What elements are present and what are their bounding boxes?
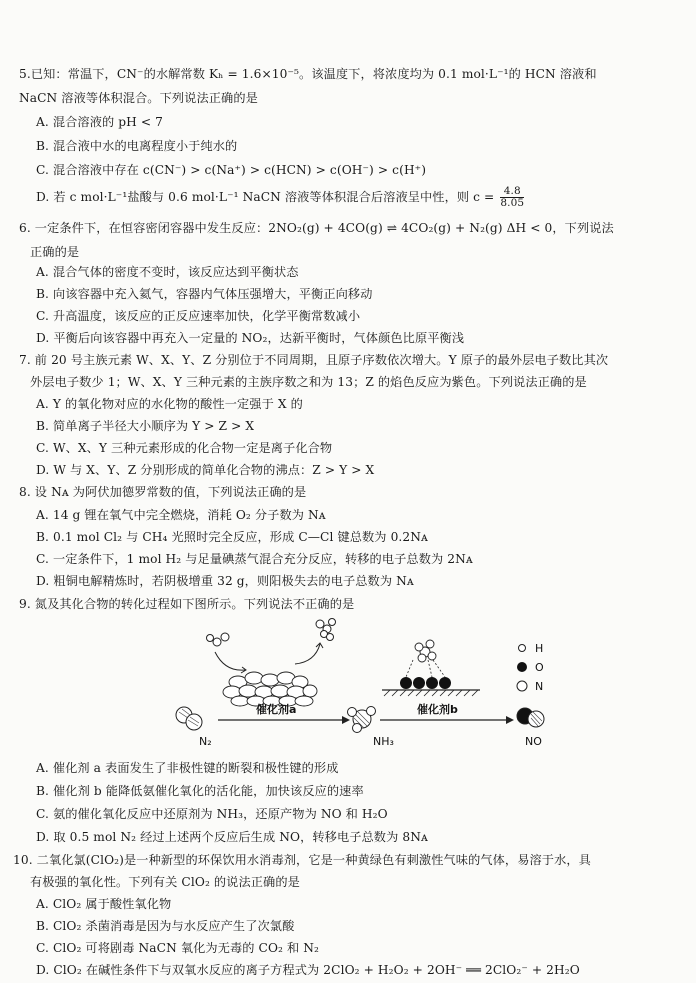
q9-option-b: B. 催化剂 b 能降低氨催化氧化的活化能，加快该反应的速率	[36, 784, 364, 798]
q6-option-c: C. 升高温度，该反应的正反应速率加快，化学平衡常数减小	[36, 309, 361, 323]
no-molecule	[517, 708, 544, 727]
q9-option-d: D. 取 0.5 mol N₂ 经过上述两个反应后生成 NO，转移电子总数为 8Nᴀ	[36, 830, 428, 844]
q6-option-d: D. 平衡后向该容器中再充入一定量的 NO₂，达新平衡时，气体颜色比原平衡浅	[36, 331, 465, 345]
q7-option-b: B. 简单离子半径大小顺序为 Y > Z > X	[36, 419, 255, 433]
legend-n: N	[535, 680, 544, 693]
q10-stem-line1: 10. 二氧化氯(ClO₂)是一种新型的环保饮用水消毒剂，它是一种黄绿色有刺激性气味的气体，易溶于水，具	[13, 853, 591, 867]
q6-option-b: B. 向该容器中充入氦气，容器内气体压强增大，平衡正向移动	[36, 287, 373, 301]
q10-option-c: C. ClO₂ 可将剧毒 NaCN 氧化为无毒的 CO₂ 和 N₂	[36, 941, 320, 955]
q8-option-d: D. 粗铜电解精炼时，若阴极增重 32 g，则阳极失去的电子总数为 Nᴀ	[36, 574, 414, 588]
n2-molecule	[176, 707, 202, 730]
q5-option-a: A. 混合溶液的 pH < 7	[36, 115, 164, 129]
q9-reaction-figure	[170, 612, 590, 757]
label-catalyst-b: 催化剂b	[417, 703, 458, 716]
q5-option-c: C. 混合溶液中存在 c(CN⁻) > c(Na⁺) > c(HCN) > c(OH⁻) > c(H⁺)	[36, 163, 427, 177]
q10-stem-line2: 有极强的氧化性。下列有关 ClO₂ 的说法正确的是	[30, 875, 300, 889]
q7-option-a: A. Y 的氧化物对应的水化物的酸性一定强于 X 的	[36, 397, 303, 411]
q10-option-b: B. ClO₂ 杀菌消毒是因为与水反应产生了次氯酸	[36, 919, 295, 933]
q9-stem-line1: 9. 氮及其化合物的转化过程如下图所示。下列说法不正确的是	[19, 597, 355, 611]
fraction-numerator: 4.8	[500, 186, 524, 198]
legend	[517, 642, 544, 693]
label-catalyst-a: 催化剂a	[256, 703, 297, 716]
nh3-molecule	[348, 707, 376, 733]
q5-option-d	[36, 186, 524, 209]
fraction-denominator: 8.05	[500, 197, 525, 209]
q6-stem-line1: 6. 一定条件下，在恒容密闭容器中发生反应：2NO₂(g) + 4CO(g) ⇌ 4CO₂(g) + N₂(g) ΔH < 0，下列说法	[19, 221, 614, 235]
legend-o: O	[535, 661, 544, 674]
q7-option-d: D. W 与 X、Y、Z 分别形成的简单化合物的沸点：Z > Y > X	[36, 463, 375, 477]
label-n2: N₂	[199, 735, 212, 748]
catalyst-b-surface	[382, 640, 480, 696]
reaction-diagram	[170, 612, 590, 757]
q7-stem-line2: 外层电子数少 1；W、X、Y 三种元素的主族序数之和为 13；Z 的焰色反应为紫色。下列说法正确的是	[30, 375, 587, 389]
q10-option-a: A. ClO₂ 属于酸性氧化物	[36, 897, 172, 911]
q5-option-d-fraction	[500, 186, 524, 209]
q6-stem-line2: 正确的是	[30, 245, 80, 259]
legend-h: H	[535, 642, 544, 655]
h2-molecules	[207, 619, 336, 647]
q8-option-a: A. 14 g 锂在氧气中完全燃烧，消耗 O₂ 分子数为 Nᴀ	[36, 508, 326, 522]
q7-stem-line1: 7. 前 20 号主族元素 W、X、Y、Z 分别位于不同周期，且原子序数依次增大。Y 原子的最外层电子数比其次	[19, 353, 609, 367]
q8-option-c: C. 一定条件下，1 mol H₂ 与足量碘蒸气混合充分反应，转移的电子总数为 2Nᴀ	[36, 552, 473, 566]
q5-option-d-text: D. 若 c mol·L⁻¹盐酸与 0.6 mol·L⁻¹ NaCN 溶液等体积混合后溶液呈中性，则 c =	[36, 190, 495, 204]
q5-option-b: B. 混合液中水的电离程度小于纯水的	[36, 139, 238, 153]
catalyst-a-surface	[223, 672, 317, 706]
q5-stem-line2: NaCN 溶液等体积混合。下列说法正确的是	[19, 91, 258, 105]
q9-option-a: A. 催化剂 a 表面发生了非极性键的断裂和极性键的形成	[36, 761, 339, 775]
q8-option-b: B. 0.1 mol Cl₂ 与 CH₄ 光照时完全反应，形成 C—Cl 键总数为 0.2Nᴀ	[36, 530, 428, 544]
label-no: NO	[525, 735, 542, 748]
q9-option-c: C. 氨的催化氧化反应中还原剂为 NH₃，还原产物为 NO 和 H₂O	[36, 807, 388, 821]
arrow-in	[215, 652, 245, 670]
q8-stem-line1: 8. 设 Nᴀ 为阿伏加德罗常数的值，下列说法正确的是	[19, 485, 307, 499]
q7-option-c: C. W、X、Y 三种元素形成的化合物一定是离子化合物	[36, 441, 333, 455]
label-nh3: NH₃	[373, 735, 394, 748]
q6-option-a: A. 混合气体的密度不变时，该反应达到平衡状态	[36, 265, 299, 279]
q10-option-d: D. ClO₂ 在碱性条件下与双氧水反应的离子方程式为 2ClO₂ + H₂O₂ + 2OH⁻ ══ 2ClO₂⁻ + 2H₂O	[36, 963, 580, 977]
q5-stem-line1: 5.已知：常温下，CN⁻的水解常数 Kₕ = 1.6×10⁻⁵。该温度下，将浓度均为 0.1 mol·L⁻¹的 HCN 溶液和	[19, 67, 597, 81]
